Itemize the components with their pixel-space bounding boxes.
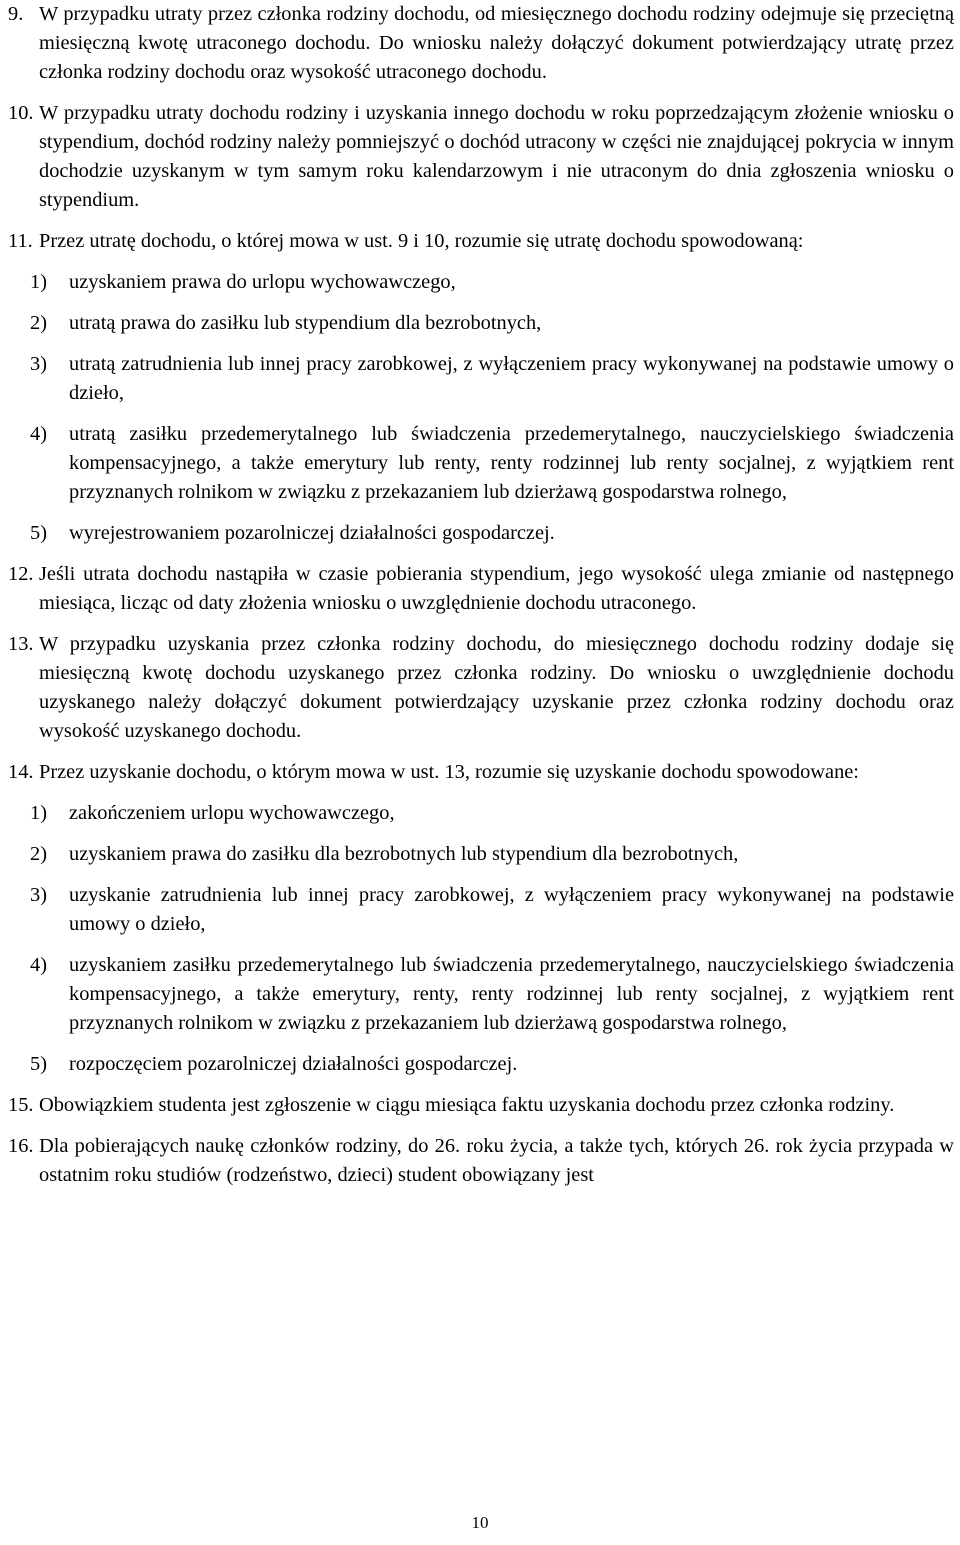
paragraph-number: 11.	[8, 230, 33, 252]
page-number: 10	[471, 1513, 489, 1532]
paragraph-number: 9.	[8, 3, 24, 25]
list-item	[30, 799, 954, 828]
list-item	[30, 268, 954, 297]
paragraph-16	[8, 1132, 954, 1190]
paragraph-number: 10.	[8, 102, 34, 124]
paragraph-12	[8, 560, 954, 618]
list-item-text: uzyskaniem prawa do zasiłku dla bezrobotnych lub stypendium dla bezrobotnych,	[69, 843, 739, 865]
list-item	[30, 1050, 954, 1079]
paragraph-number: 15.	[8, 1094, 34, 1116]
paragraph-number: 14.	[8, 761, 34, 783]
paragraph-number: 16.	[8, 1135, 34, 1157]
paragraph-15	[8, 1091, 954, 1120]
list-item-number: 5)	[30, 1053, 47, 1075]
list-item	[30, 350, 954, 408]
list-item-number: 1)	[30, 802, 47, 824]
list-item-number: 4)	[30, 423, 47, 445]
list-item	[30, 309, 954, 338]
list-item-text: utratą zatrudnienia lub innej pracy zarobkowej, z wyłączeniem pracy wykonywanej na podstawie umowy o dzieło,	[69, 353, 954, 404]
list-item-text: utratą zasiłku przedemerytalnego lub świadczenia przedemerytalnego, nauczycielskiego świadczenia kompensacyjnego, a także emerytury lub renty, renty rodzinnej lub renty socjalnej, z wyjątkiem rent przyznanych rolnikom w związku z przekazaniem lub dzierżawą gospodarstwa rolnego,	[69, 423, 954, 503]
paragraph-number: 12.	[8, 563, 34, 585]
paragraph-14	[8, 758, 954, 787]
list-item	[30, 840, 954, 869]
paragraph-text: Przez utratę dochodu, o której mowa w ust. 9 i 10, rozumie się utratę dochodu spowodowaną:	[39, 230, 804, 252]
paragraph-11	[8, 227, 954, 256]
list-item-text: zakończeniem urlopu wychowawczego,	[69, 802, 395, 824]
list-item-text: uzyskanie zatrudnienia lub innej pracy zarobkowej, z wyłączeniem pracy wykonywanej na podstawie umowy o dzieło,	[69, 884, 954, 935]
list-item-number: 2)	[30, 312, 47, 334]
list-item-number: 3)	[30, 353, 47, 375]
list-item-number: 3)	[30, 884, 47, 906]
list-item-text: uzyskaniem prawa do urlopu wychowawczego,	[69, 271, 456, 293]
list-item-number: 5)	[30, 522, 47, 544]
list-item-number: 1)	[30, 271, 47, 293]
paragraph-text: W przypadku utraty dochodu rodziny i uzyskania innego dochodu w roku poprzedzającym złożenie wniosku o stypendium, dochód rodziny należy pomniejszyć o dochód utracony w części nie znajdującej pokrycia w innym dochodzie uzyskanym w tym samym roku kalendarzowym i nie utraconym do dnia zgłoszenia wniosku o stypendium.	[39, 102, 954, 211]
paragraph-number: 13.	[8, 633, 34, 655]
document-body	[8, 0, 954, 1202]
paragraph-text: Przez uzyskanie dochodu, o którym mowa w ust. 13, rozumie się uzyskanie dochodu spowodowane:	[39, 761, 859, 783]
paragraph-10	[8, 99, 954, 215]
list-item-text: utratą prawa do zasiłku lub stypendium dla bezrobotnych,	[69, 312, 542, 334]
list-item-text: wyrejestrowaniem pozarolniczej działalności gospodarczej.	[69, 522, 555, 544]
list-item	[30, 951, 954, 1038]
paragraph-text: Jeśli utrata dochodu nastąpiła w czasie pobierania stypendium, jego wysokość ulega zmianie od następnego miesiąca, licząc od daty złożenia wniosku o uwzględnienie dochodu utraconego.	[39, 563, 954, 614]
paragraph-13	[8, 630, 954, 746]
paragraph-text: W przypadku utraty przez członka rodziny dochodu, od miesięcznego dochodu rodziny odejmuje się przeciętną miesięczną kwotę utraconego dochodu. Do wniosku należy dołączyć dokument potwierdzający utratę przez członka rodziny dochodu oraz wysokość utraconego dochodu.	[39, 3, 954, 83]
list-item-number: 2)	[30, 843, 47, 865]
paragraph-9	[8, 0, 954, 87]
list-item-text: rozpoczęciem pozarolniczej działalności gospodarczej.	[69, 1053, 518, 1075]
list-item	[30, 881, 954, 939]
list-item-number: 4)	[30, 954, 47, 976]
list-item	[30, 519, 954, 548]
paragraph-text: Dla pobierających naukę członków rodziny, do 26. roku życia, a także tych, których 26. rok życia przypada w ostatnim roku studiów (rodzeństwo, dzieci) student obowiązany jest	[39, 1135, 954, 1186]
list-item-text: uzyskaniem zasiłku przedemerytalnego lub świadczenia przedemerytalnego, nauczycielskiego świadczenia kompensacyjnego, a także emerytury, renty, renty rodzinnej lub renty socjalnej, z wyjątkiem rent przyznanych rolnikom w związku z przekazaniem lub dzierżawą gospodarstwa rolnego,	[69, 954, 954, 1034]
paragraph-text: Obowiązkiem studenta jest zgłoszenie w ciągu miesiąca faktu uzyskania dochodu przez członka rodziny.	[39, 1094, 895, 1116]
paragraph-text: W przypadku uzyskania przez członka rodziny dochodu, do miesięcznego dochodu rodziny dodaje się miesięczną kwotę dochodu uzyskanego przez członka rodziny. Do wniosku o uwzględnienie dochodu uzyskanego należy dołączyć dokument potwierdzający uzyskanie przez członka rodziny dochodu oraz wysokość uzyskanego dochodu.	[39, 633, 954, 742]
list-item	[30, 420, 954, 507]
